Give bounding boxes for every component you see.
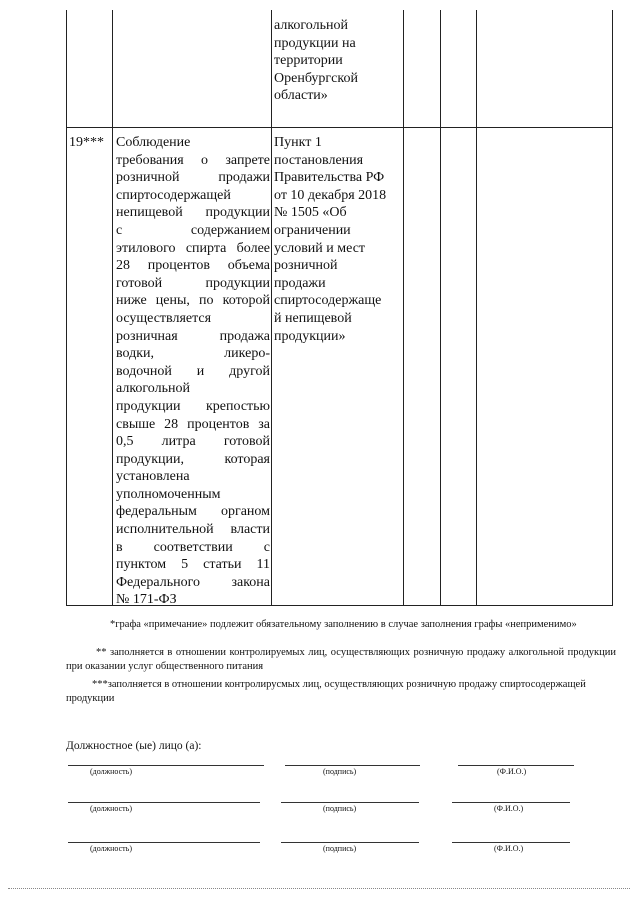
signature-line: [281, 842, 419, 843]
name-label: (Ф.И.О.): [494, 844, 524, 853]
position-label: (должность): [90, 844, 132, 853]
page-bottom-rule: [8, 888, 630, 889]
text-line: № 171-ФЗ: [116, 592, 177, 608]
text-line: этилового спирта более: [116, 240, 270, 256]
text-line: Оренбургской: [274, 70, 358, 86]
text-line: продукции на: [274, 35, 356, 51]
name-label: (Ф.И.О.): [494, 804, 524, 813]
table-border-left: [66, 10, 67, 606]
text-line: й непищевой: [274, 310, 352, 326]
table-col-divider: [440, 10, 441, 606]
table-border-right: [612, 10, 613, 606]
table-row-divider: [66, 127, 613, 128]
text-line: водки, ликеро-: [116, 346, 270, 362]
text-line: продукции, которая: [116, 451, 270, 467]
officials-heading: Должностное (ые) лицо (а):: [66, 740, 202, 752]
text-line: уполномоченным: [116, 486, 221, 502]
table-col-divider: [476, 10, 477, 606]
text-line: продажи: [274, 275, 326, 291]
signature-label: (подпись): [323, 844, 357, 853]
text-line: Пункт 1: [274, 135, 322, 150]
table-col-divider: [403, 10, 404, 606]
text-line: алкогольной: [274, 18, 348, 33]
position-line: [68, 842, 260, 843]
signature-label: (подпись): [323, 767, 357, 776]
text-line: розничной продажи: [116, 170, 270, 186]
signature-line: [285, 765, 420, 766]
text-line: исполнительной власти: [116, 522, 270, 538]
signature-label: (подпись): [323, 804, 357, 813]
text-line: пунктом 5 статьи 11: [116, 557, 270, 573]
position-label: (должность): [90, 767, 132, 776]
table-col-divider: [112, 10, 113, 606]
position-line: [68, 765, 264, 766]
text-line: Соблюдение: [116, 135, 191, 150]
text-line: с содержанием: [116, 222, 270, 238]
text-line: 28 процентов объема: [116, 258, 270, 274]
name-line: [458, 765, 574, 766]
text-line: установлена: [116, 469, 190, 485]
position-line: [68, 802, 260, 803]
text-line: готовой продукции: [116, 275, 270, 291]
text-line: водочной и другой: [116, 363, 270, 379]
footnote-3: ***заполняется в отношении контролирусмых лиц, осуществляющих розничную продажу спиртосодержащей продукции: [66, 679, 586, 704]
requirement-cell: [116, 134, 270, 609]
position-label: (должность): [90, 804, 132, 813]
text-line: области»: [274, 88, 328, 104]
text-line: розничной: [274, 258, 338, 274]
text-line: продукции»: [274, 328, 346, 344]
text-line: условий и мест: [274, 240, 366, 256]
row-number: 19***: [69, 135, 104, 150]
footnote-2: ** заполняется в отношении контролируемых лиц, осуществляющих розничную продажу алкогольной продукции при оказании услуг общественного питания: [66, 647, 616, 672]
text-line: 0,5 литра готовой: [116, 434, 270, 450]
text-line: постановления: [274, 152, 364, 168]
text-line: спиртосодержащей: [116, 187, 231, 203]
text-line: ниже цены, по которой: [116, 293, 270, 309]
text-line: непищевой продукции: [116, 205, 270, 221]
table-col-divider: [271, 10, 272, 606]
text-line: свыше 28 процентов за: [116, 416, 270, 432]
name-line: [452, 842, 570, 843]
text-line: Правительства РФ: [274, 170, 385, 186]
name-label: (Ф.И.О.): [497, 767, 527, 776]
text-line: № 1505 «Об: [274, 205, 347, 221]
prev-row-document-cell: [274, 17, 402, 105]
legal-basis-cell: [274, 134, 402, 345]
text-line: требования о запрете: [116, 152, 270, 168]
text-line: ограничении: [274, 222, 351, 238]
text-line: спиртосодержаще: [274, 293, 382, 309]
text-line: федеральным органом: [116, 504, 270, 520]
text-line: розничная продажа: [116, 328, 270, 344]
name-line: [452, 802, 570, 803]
signature-line: [281, 802, 419, 803]
text-line: Федерального закона: [116, 574, 270, 590]
text-line: в соответствии с: [116, 539, 270, 555]
text-line: алкогольной: [116, 381, 190, 397]
text-line: от 10 декабря 2018: [274, 187, 387, 203]
footnote-1: *графа «примечание» подлежит обязательному заполнению в случае заполнения графы «неприменимо»: [110, 619, 577, 630]
text-line: территории: [274, 53, 343, 69]
text-line: осуществляется: [116, 310, 212, 326]
text-line: продукции крепостью: [116, 398, 270, 414]
